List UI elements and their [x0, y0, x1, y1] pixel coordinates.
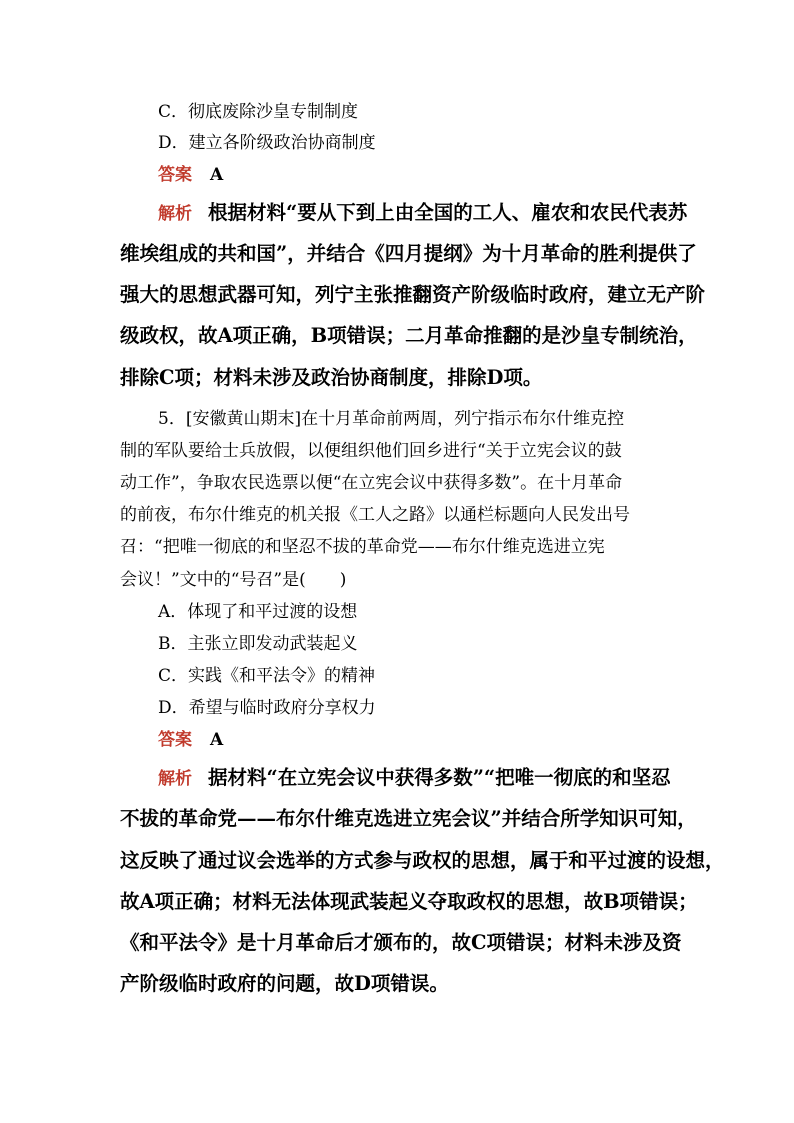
q4-option-c: C．彻底废除沙皇专制制度: [158, 102, 359, 122]
answer-value: A: [210, 730, 224, 750]
q5-analysis-line-1: [158, 762, 671, 790]
q5-option-b: B．主张立即发动武装起义: [158, 634, 358, 654]
q5-analysis-line-3: 这反映了通过议会选举的方式参与政权的思想，属于和平过渡的设想，: [120, 849, 725, 872]
q4-analysis-line-1: [158, 197, 687, 225]
q4-analysis-line-3: 强大的思想武器可知，列宁主张推翻资产阶级临时政府，建立无产阶: [120, 283, 706, 306]
answer-value: A: [210, 165, 224, 185]
q5-answer: [158, 725, 223, 750]
q5-option-d: D．希望与临时政府分享权力: [158, 698, 376, 718]
q4-answer: [158, 160, 223, 185]
q4-analysis-line-5: 排除C项；材料未涉及政治协商制度，排除D项。: [120, 366, 543, 389]
q5-stem-line-2: 制的军队要给士兵放假，以便组织他们回乡进行“关于立宪会议的鼓: [120, 441, 622, 461]
analysis-text: 根据材料“要从下到上由全国的工人、雇农和农民代表苏: [208, 201, 688, 224]
q5-stem-line-4: 的前夜，布尔什维克的机关报《工人之路》以通栏标题向人民发出号: [120, 505, 630, 525]
q5-stem-line-5: 召：“把唯一彻底的和坚忍不拔的革命党——布尔什维克选进立宪: [120, 537, 605, 557]
q5-option-a: A．体现了和平过渡的设想: [158, 602, 358, 622]
q5-option-c: C．实践《和平法令》的精神: [158, 666, 376, 686]
analysis-label: 解析: [158, 204, 192, 224]
answer-label: 答案: [158, 730, 192, 750]
q4-analysis-line-2: 维埃组成的共和国”，并结合《四月提纲》为十月革命的胜利提供了: [120, 242, 697, 265]
answer-label: 答案: [158, 165, 192, 185]
analysis-text: 据材料“在立宪会议中获得多数”“把唯一彻底的和坚忍: [208, 766, 671, 789]
q5-stem-line-3: 动工作”，争取农民选票以便“在立宪会议中获得多数”。在十月革命: [120, 473, 623, 493]
q5-analysis-line-2: 不拔的革命党——布尔什维克选进立宪会议”并结合所学知识可知，: [120, 807, 697, 830]
q4-analysis-line-4: 级政权，故A项正确，B项错误；二月革命推翻的是沙皇专制统治，: [120, 324, 698, 347]
q5-analysis-line-4: 故A项正确；材料无法体现武装起义夺取政权的思想，故B项错误；: [120, 890, 698, 913]
q5-stem-line-6: 会议！”文中的“号召”是( ): [120, 570, 347, 590]
q5-analysis-line-5: 《和平法令》是十月革命后才颁布的，故C项错误；材料未涉及资: [120, 931, 682, 954]
analysis-label: 解析: [158, 769, 192, 789]
q5-stem-line-1: 5．[安徽黄山期末]在十月革命前两周，列宁指示布尔什维克控: [158, 409, 625, 429]
q5-analysis-line-6: 产阶级临时政府的问题，故D项错误。: [120, 972, 449, 995]
q4-option-d: D．建立各阶级政治协商制度: [158, 133, 376, 153]
